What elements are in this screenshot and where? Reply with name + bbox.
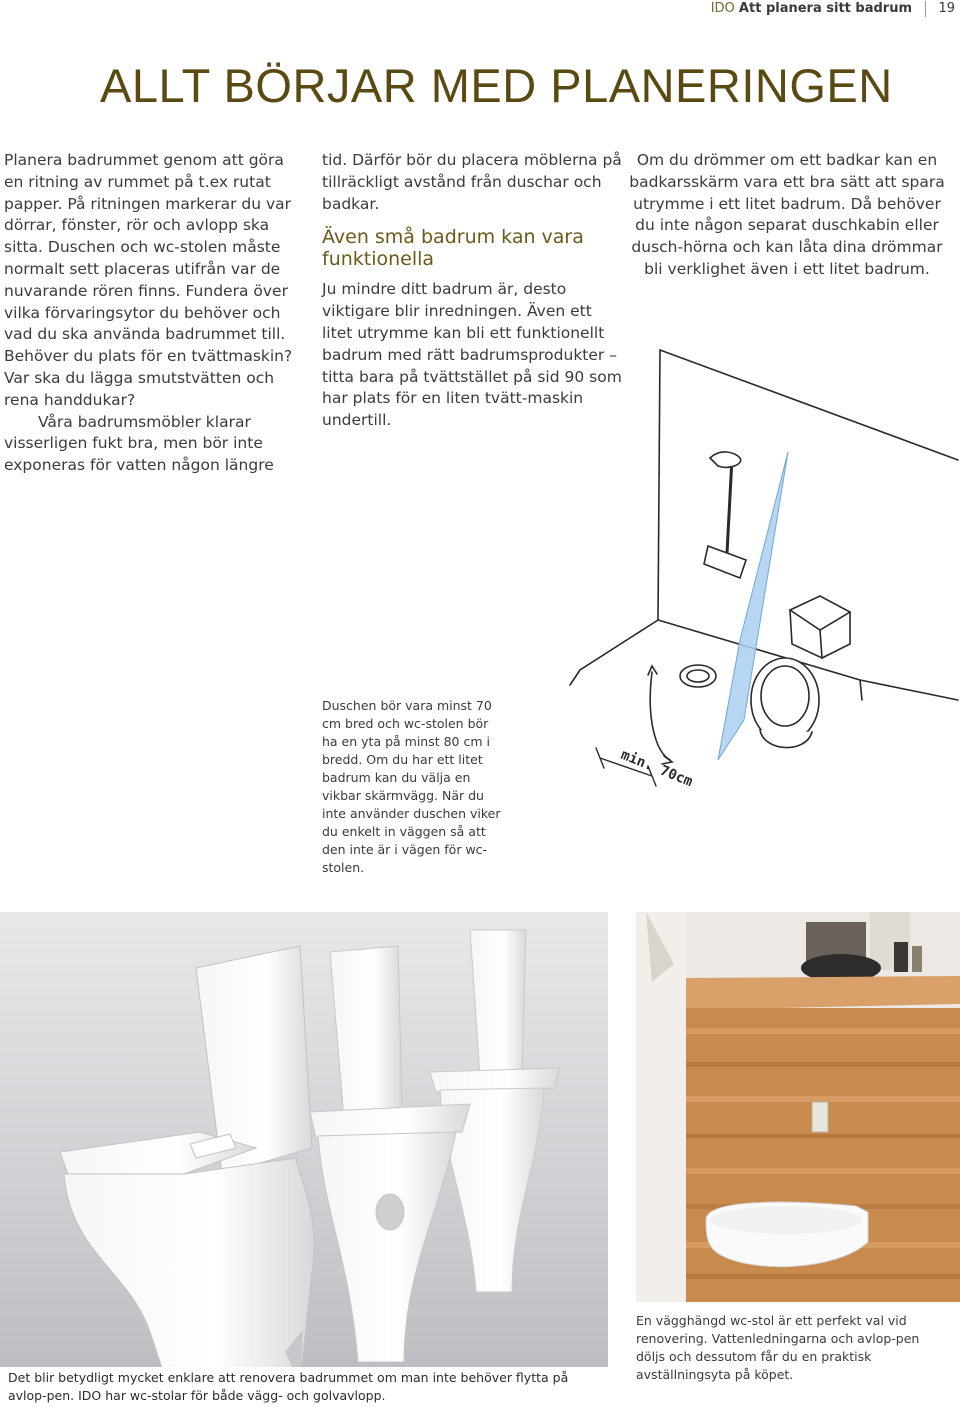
sketch-corner-line (658, 350, 660, 620)
wall-hung-caption: En vägghängd wc-stol är ett perfekt val vid renovering. Vattenledningarna och avlop-pen döljs och dessutom får du en praktisk avställningsyta på köpet. (636, 1313, 920, 1382)
column2-paragraph-2: Ju mindre ditt badrum är, desto viktigare blir inredningen. Även ett litet utrymme kan bli ett funktionellt badrum med rätt badrumsprodukter – titta bara på tvättstället på sid 90 som har plats för en liten tvätt-maskin undertill. (322, 280, 622, 430)
sketch-wall-top (660, 350, 958, 460)
page-title: ALLT BÖRJAR MED PLANERINGEN (100, 59, 893, 112)
toilets-caption: Det blir betydligt mycket enklare att renovera badrummet om man inte behöver flytta på avlop-pen. IDO har wc-stolar för både vägg- och golvavlopp. (0, 1367, 608, 1407)
column3-paragraph-1: Om du drömmer om ett badkar kan en badkarsskärm vara ett bra sätt att spara utrymme i ett litet badrum. Då behöver du inte någon separat duschkabin eller dusch-hörna och kan låta dina drömmar bli verklighet även i ett litet badrum. (629, 151, 945, 278)
toilet-front (60, 946, 314, 1392)
toilets-photo (0, 912, 608, 1406)
text-column-1 (4, 150, 296, 477)
column1-paragraph-2: Våra badrumsmöbler klarar visserligen fukt bra, men bör inte exponeras för vatten någon längre (4, 412, 274, 475)
header-divider (925, 1, 926, 17)
shower-caption: Duschen bör vara minst 70 cm bred och wc-stolen bör ha en yta på minst 80 cm i bredd. Om du har ett litet badrum kan du välja en vikbar skärmvägg. När du inte använder duschen viker du enkelt in väggen så att den inte är i vägen för wc-stolen. (322, 698, 501, 875)
wall-hung-illustration (636, 912, 960, 1302)
bathroom-sketch (560, 340, 960, 790)
text-column-3 (628, 150, 946, 281)
column1-paragraph-1: Planera badrummet genom att göra en ritning av rummet på t.ex rutat papper. På ritningen markerar du var dörrar, fönster, rör och avlopp ska sitta. Duschen och wc-stolen måste normalt sett placeras utifrån var de nuvarande rören finns. Fundera över vilka förvaringsytor du behöver och vad du ska använda badrummet till. Behöver du plats för en tvättmaskin? Var ska du lägga smutstvätten och rena handdukar? (4, 151, 293, 409)
sketch-measure-label: min. 70cm (618, 746, 695, 790)
toilets-illustration (0, 912, 608, 1406)
toilet-middle (310, 946, 470, 1362)
brand-name: IDO (710, 1, 735, 16)
page-number: 19 (938, 1, 955, 16)
header-section (711, 1, 912, 16)
sketch-floor-left (570, 620, 658, 685)
section-title: Att planera sitt badrum (738, 1, 912, 16)
wall-hung-toilet-photo (636, 912, 960, 1302)
column2-heading: Även små badrum kan vara funktionella (322, 226, 584, 271)
column2-paragraph-1: tid. Därför bör du placera möblerna på tillräckligt avstånd från duschar och badkar. (322, 151, 622, 213)
page-header (0, 0, 960, 20)
